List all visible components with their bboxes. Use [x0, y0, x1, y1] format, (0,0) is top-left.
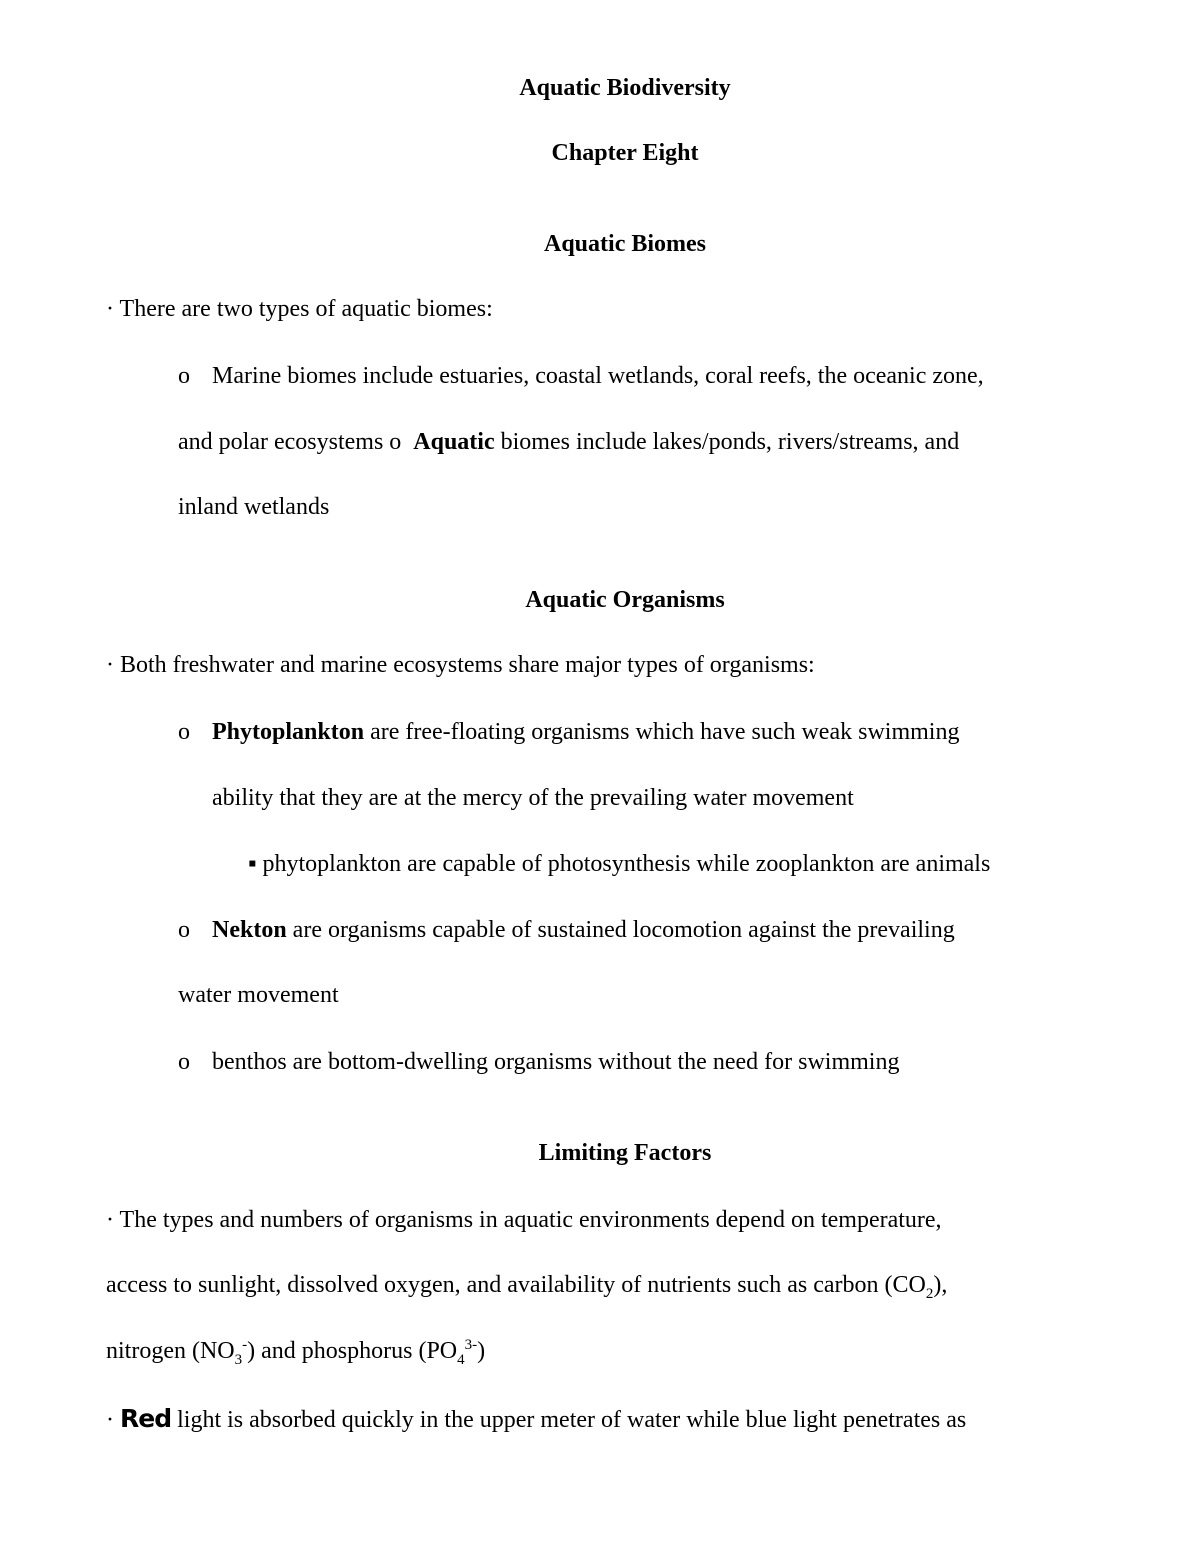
chapter-title: Chapter Eight	[551, 140, 699, 166]
circle-bullet-icon: o	[178, 1049, 190, 1075]
document-title: Aquatic Biodiversity	[519, 75, 731, 101]
nekton-text: are organisms capable of sustained locomotion against the prevailing	[292, 917, 955, 943]
limiting-line4	[106, 1404, 966, 1435]
phosphate-superscript: 3-	[464, 1337, 478, 1353]
carbon-subscript: 2	[925, 1285, 934, 1302]
limiting-line2	[106, 1270, 947, 1300]
organisms-bullet: · Both freshwater and marine ecosystems share major types of organisms:	[106, 652, 815, 678]
biomes-bullet: · There are two types of aquatic biomes:	[106, 296, 493, 322]
phytoplankton-item	[178, 717, 959, 747]
nitrogen-text: nitrogen (NO	[106, 1338, 235, 1364]
benthos-text: benthos are bottom-dwelling organisms without the need for swimming	[212, 1049, 900, 1075]
heading-limiting-factors: Limiting Factors	[538, 1140, 712, 1166]
red-bold: Red	[120, 1404, 172, 1433]
heading-aquatic-organisms: Aquatic Organisms	[525, 587, 725, 613]
limiting-line1: · The types and numbers of organisms in aquatic environments depend on temperature,	[106, 1207, 942, 1233]
marine-biomes-item	[178, 361, 984, 391]
nitrate-superscript: -	[242, 1337, 248, 1353]
phytoplankton-text: are free-floating organisms which have such weak swimming	[370, 719, 960, 745]
aquatic-biomes-item	[178, 427, 959, 457]
polar-text: and polar ecosystems	[178, 429, 384, 455]
aquatic-bold: Aquatic	[413, 429, 495, 455]
light-text: light is absorbed quickly in the upper meter of water while blue light penetrates as	[177, 1407, 967, 1433]
light-bullet: ·	[106, 1407, 114, 1433]
phytoplankton-line2: ability that they are at the mercy of the prevailing water movement	[212, 785, 854, 811]
nekton-item	[178, 915, 955, 945]
phosphate-subscript: 4	[457, 1351, 465, 1368]
circle-bullet-icon: o	[178, 917, 190, 943]
limiting-line3	[106, 1336, 485, 1366]
nekton-bold: Nekton	[212, 917, 287, 943]
inland-wetlands-text: inland wetlands	[178, 494, 330, 520]
phosphorus-text: ) and phosphorus (PO	[247, 1338, 458, 1364]
heading-aquatic-biomes: Aquatic Biomes	[544, 231, 706, 257]
carbon-close: ),	[933, 1272, 948, 1298]
aquatic-biomes-text: biomes include lakes/ponds, rivers/streams, and	[500, 429, 960, 455]
nekton-line2: water movement	[178, 982, 339, 1008]
benthos-item	[178, 1047, 899, 1077]
circle-bullet-icon: o	[389, 429, 402, 455]
marine-biomes-text: Marine biomes include estuaries, coastal wetlands, coral reefs, the oceanic zone,	[212, 363, 984, 389]
carbon-text: access to sunlight, dissolved oxygen, and availability of nutrients such as carbon (CO	[106, 1272, 926, 1298]
circle-bullet-icon: o	[178, 719, 190, 745]
zooplankton-sub-bullet: ▪ phytoplankton are capable of photosynthesis while zooplankton are animals	[248, 851, 991, 877]
phytoplankton-bold: Phytoplankton	[212, 719, 365, 745]
circle-bullet-icon: o	[178, 363, 190, 389]
nitrate-subscript: 3	[234, 1351, 243, 1368]
phosphorus-close: )	[477, 1338, 486, 1364]
